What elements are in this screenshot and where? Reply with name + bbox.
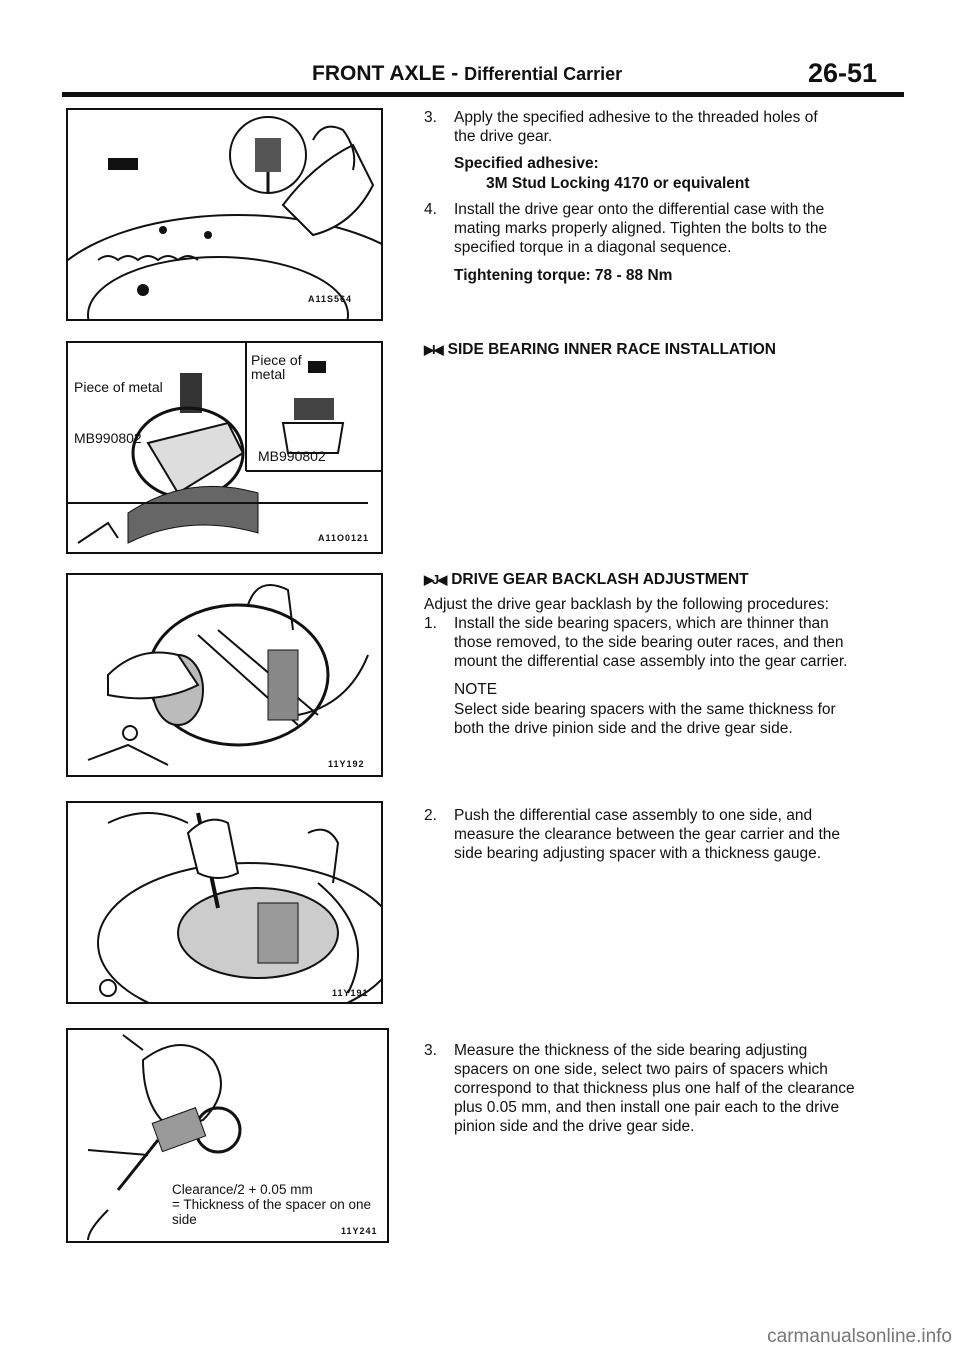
step-1-number: 1. xyxy=(424,615,437,632)
figure-code: A11S564 xyxy=(308,294,353,304)
figure-clearance-measure xyxy=(66,801,383,1004)
tightening-torque: Tightening torque: 78 - 88 Nm xyxy=(454,267,673,284)
step-2-text: Push the differential case assembly to one side, and measure the clearance between the gear carrier and the side bearing adjusting spacer with a thickness gauge. xyxy=(454,807,841,862)
figure-code: 11Y192 xyxy=(328,759,365,769)
backlash-intro: Adjust the drive gear backlash by the following procedures: xyxy=(424,596,829,613)
page-number: 26-51 xyxy=(808,58,878,88)
page-title: FRONT AXLE - Differential Carrier xyxy=(312,62,623,85)
step-3b-text: Measure the thickness of the side bearing adjusting spacers on one side, select two pairs of spacers which correspond to that thickness plus one half of the clearance plus 0.05 mm, and then install one pair each to the drive pinion side and the drive gear side. xyxy=(454,1042,855,1135)
clearance-caption: Clearance/2 + 0.05 mm = Thickness of the spacer on one side xyxy=(172,1182,371,1227)
step-3-text: Apply the specified adhesive to the threaded holes of the drive gear. xyxy=(454,109,818,145)
adhesive-label: Specified adhesive: xyxy=(454,155,599,172)
label-mb990802-right: MB990802 xyxy=(258,448,326,464)
label-mb990802-left: MB990802 xyxy=(74,430,142,446)
adhesive-illustration xyxy=(68,110,381,319)
figure-inner-race xyxy=(66,341,383,554)
figure-spacer-thickness xyxy=(66,1028,389,1243)
figure-spacer-install xyxy=(66,573,383,777)
spacer-install-illustration xyxy=(68,575,381,775)
note-text: Select side bearing spacers with the same thickness for both the drive pinion side and the drive gear side. xyxy=(454,701,836,737)
figure-code: A11O0121 xyxy=(318,533,370,543)
inner-race-illustration xyxy=(68,343,381,552)
figure-adhesive xyxy=(66,108,383,321)
figure-code: 11Y191 xyxy=(332,988,369,998)
section-side-bearing-heading: ▶I◀ SIDE BEARING INNER RACE INSTALLATION xyxy=(424,341,777,358)
adhesive-value: 3M Stud Locking 4170 or equivalent xyxy=(486,175,750,192)
label-piece-of-metal-left: Piece of metal xyxy=(74,379,163,395)
step-3b-number: 3. xyxy=(424,1042,437,1059)
clearance-measure-illustration xyxy=(68,803,381,1002)
section-backlash-heading: ▶J◀ DRIVE GEAR BACKLASH ADJUSTMENT xyxy=(424,571,749,588)
step-1-text: Install the side bearing spacers, which are thinner than those removed, to the side bearing outer races, and then mount the differential case assembly into the gear carrier. xyxy=(454,615,848,670)
watermark: carmanualsonline.info xyxy=(767,1326,952,1347)
step-3-number: 3. xyxy=(424,109,437,126)
label-piece-of-metal-right: Piece of metal xyxy=(251,352,302,382)
step-4-number: 4. xyxy=(424,201,437,218)
step-2-number: 2. xyxy=(424,807,437,824)
header-rule xyxy=(62,92,904,97)
figure-code: 11Y241 xyxy=(341,1226,378,1236)
note-label: NOTE xyxy=(454,681,498,698)
step-4-text: Install the drive gear onto the differential case with the mating marks properly aligned. Tighten the bolts to the specified torque in a diagonal sequence. xyxy=(454,201,828,256)
